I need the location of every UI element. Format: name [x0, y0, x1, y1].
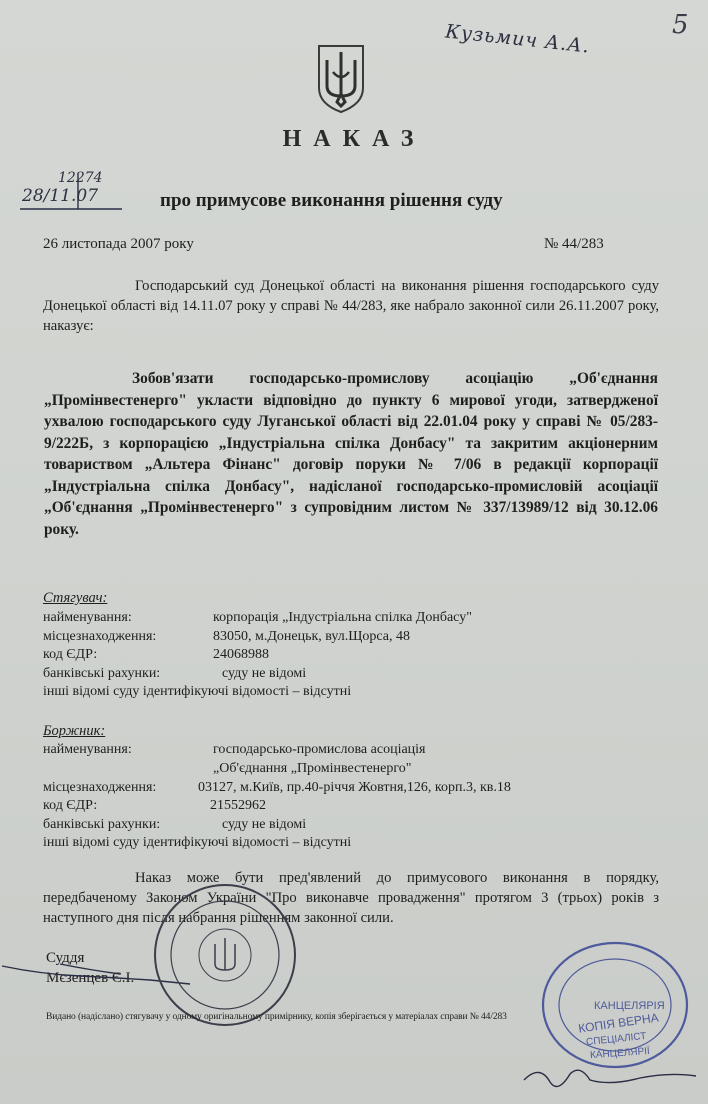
stamp-line3: СПЕЦІАЛІСТ [585, 1030, 647, 1049]
creditor-accounts-label: банківські рахунки: [43, 666, 161, 681]
creditor-name-label: найменування: [43, 610, 132, 625]
debtor-accounts-label: банківські рахунки: [43, 817, 161, 832]
debtor-location: 03127, м.Київ, пр.40-річчя Жовтня,126, корп.3, кв.18 [198, 780, 511, 795]
debtor-name-label: найменування: [43, 742, 132, 757]
creditor-code-label: код ЄДР: [43, 647, 98, 662]
creditor-name: корпорація „Індустріальна спілка Донбасу" [213, 610, 472, 625]
judge-name: Мєзенцев Є.І. [46, 970, 135, 986]
debtor-other-info: інші відомі суду ідентифікуючі відомості – відсутні [43, 835, 352, 850]
debtor-name-line1: господарсько-промислова асоціація [213, 742, 426, 757]
debtor-name-line2: „Об'єднання „Промінвестенерго" [213, 761, 412, 776]
debtor-code-label: код ЄДР: [43, 798, 98, 813]
debtor-location-label: місцезнаходження: [43, 780, 157, 795]
document-subtitle: про примусове виконання рішення суду [160, 190, 503, 211]
creditor-location-label: місцезнаходження: [43, 629, 157, 644]
registration-number: 12274 [58, 170, 103, 186]
court-round-seal [150, 880, 300, 1030]
debtor-code: 21552962 [210, 798, 266, 813]
stamp-line4: КАНЦЕЛЯРІЇ [589, 1045, 651, 1062]
order-paragraph: Зобов'язати господарсько-промислову асоціацію „Об'єднання „Промінвестенерго" укласти відповідно до пункту 6 мирової угоди, затвердженої ухвалою господарського суду Луганської області від 22.01.04 року у справі № 05/283-9/222Б, з корпорацією „Індустріальна спілка Донбасу" та закритим акціонерним товариством „Альтера Фінанс" договір поруки № 7/06 в редакції корпорації „Індустріальна спілка Донбасу", надісланої господарсько-промисловій асоціації „Об'єднання „Промінвестенерго" з супровідним листом № 337/13989/12 від 30.12.06 року. [44, 370, 658, 538]
trident-emblem-icon [313, 42, 369, 114]
stamp-line1: КАНЦЕЛЯРІЯ [594, 1000, 665, 1012]
debtor-accounts: суду не відомі [222, 817, 307, 832]
order-number: № 44/283 [544, 236, 604, 252]
page-number: 5 [672, 10, 689, 40]
corner-handwritten-note: Кузьмич А.А. [444, 20, 591, 58]
creditor-location: 83050, м.Донецьк, вул.Щорса, 48 [213, 629, 411, 644]
registration-date: 28/11.07 [22, 186, 99, 206]
creditor-code: 24068988 [213, 647, 269, 662]
debtor-heading: Боржник: [43, 723, 106, 739]
creditor-heading: Стягувач: [43, 590, 108, 606]
footnote: Видано (надіслано) стягувачу у одному оригінальному примірнику, копія зберігається у матеріалах справи № 44/283 [46, 1012, 507, 1022]
judge-title: Суддя [46, 950, 85, 966]
creditor-accounts: суду не відомі [222, 666, 307, 681]
stamp-line2: КОПІЯ ВЕРНА [577, 1010, 660, 1036]
document-title: НАКАЗ [282, 126, 426, 152]
creditor-other-info: інші відомі суду ідентифікуючі відомості – відсутні [43, 684, 352, 699]
order-date: 26 листопада 2007 року [43, 236, 194, 252]
specialist-signature [520, 1060, 700, 1096]
intro-paragraph: Господарський суд Донецької області на виконання рішення господарського суду Донецької області від 14.11.07 року у справі № 44/283, яке набрало законної сили 26.11.2007 року, наказує: [43, 278, 659, 334]
closing-paragraph: Наказ може бути пред'явлений до примусового виконання в порядку, передбаченому Законом України "Про виконавче провадження" протягом 3 (трьох) років з наступного дня після набрання рішенням законної сили. [43, 870, 659, 926]
